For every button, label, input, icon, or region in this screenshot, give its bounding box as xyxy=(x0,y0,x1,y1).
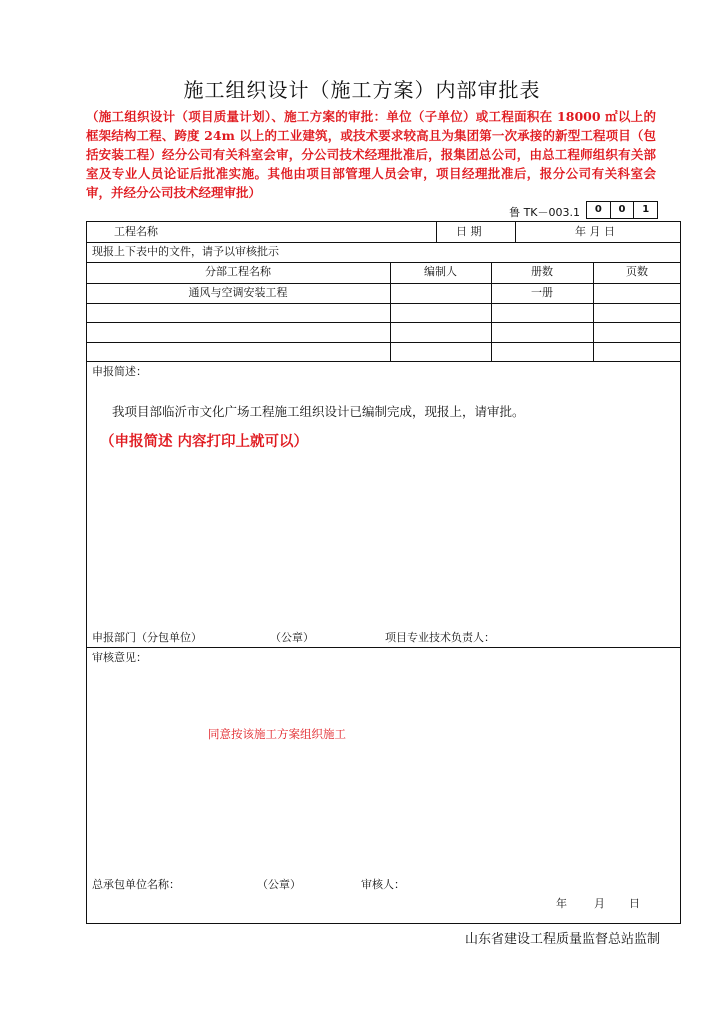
row-divider xyxy=(86,342,681,343)
applicant-dept-label: 申报部门（分包单位） xyxy=(92,631,202,644)
date-value: 年 月 日 xyxy=(575,225,615,238)
review-opinion-red: 同意按该施工方案组织施工 xyxy=(208,727,346,741)
form-number-digit: 0 xyxy=(610,202,634,218)
review-date-year: 年 xyxy=(556,897,567,910)
application-label: 申报简述： xyxy=(92,365,147,378)
row-divider xyxy=(86,647,681,648)
application-text: 我项目部临沂市文化广场工程施工组织设计已编制完成，现报上，请审批。 xyxy=(112,404,525,419)
col-divider xyxy=(515,221,516,242)
form-number-digit: 0 xyxy=(594,204,602,215)
row-divider xyxy=(86,262,681,263)
col-divider xyxy=(436,221,437,242)
approval-rules-note: （施工组织设计（项目质量计划）、施工方案的审批：单位（子单位）或工程面积在 18000 ㎡以上的框架结构工程、跨度 24m 以上的工业建筑，或技术要求较高且为集团第一次承接的新型工程项目（包括安装工程）经分公司有关科室会审，分公司技术经理批准后，报集团总公司，由总工程师组织有关部室及专业人员论证后批准实施。其他由项目部管理人员会审，项目经理批准后，报分公司有关科室会审，并经分公司技术经理审批） xyxy=(86,109,656,200)
column-header: 页数 xyxy=(626,265,648,278)
approval-form-frame xyxy=(86,221,681,924)
row-divider xyxy=(86,322,681,323)
date-label: 日 期 xyxy=(456,225,482,238)
project-name-label: 工程名称 xyxy=(114,225,158,238)
column-header: 分部工程名称 xyxy=(205,265,271,278)
instruction-text: 现报上下表中的文件，请予以审核批示 xyxy=(92,245,279,258)
reviewer-label: 审核人： xyxy=(361,878,405,891)
application-note-red: （申报简述 内容打印上就可以） xyxy=(100,434,309,450)
contractor-label: 总承包单位名称： xyxy=(92,878,180,891)
table-cell: 通风与空调安装工程 xyxy=(188,286,288,299)
form-number-box xyxy=(586,201,658,219)
row-divider xyxy=(86,242,681,243)
row-divider xyxy=(86,303,681,304)
review-date-month: 月 xyxy=(594,897,605,910)
form-code-label: 鲁 TK－003.1 xyxy=(509,206,580,219)
column-header: 册数 xyxy=(531,265,553,278)
form-number-digit: 1 xyxy=(633,202,657,218)
issuer-footer: 山东省建设工程质量监督总站监制 xyxy=(464,932,660,947)
column-header: 编制人 xyxy=(424,265,457,278)
tech-lead-label: 项目专业技术负责人： xyxy=(385,631,495,644)
row-divider xyxy=(86,361,681,362)
table-cell: 一册 xyxy=(531,286,553,299)
review-date-day: 日 xyxy=(629,897,640,910)
page-title: 施工组织设计（施工方案）内部审批表 xyxy=(183,78,541,102)
contractor-seal-label: （公章） xyxy=(257,878,301,891)
applicant-seal-label: （公章） xyxy=(270,631,314,644)
review-label: 审核意见： xyxy=(92,651,147,664)
row-divider xyxy=(86,283,681,284)
